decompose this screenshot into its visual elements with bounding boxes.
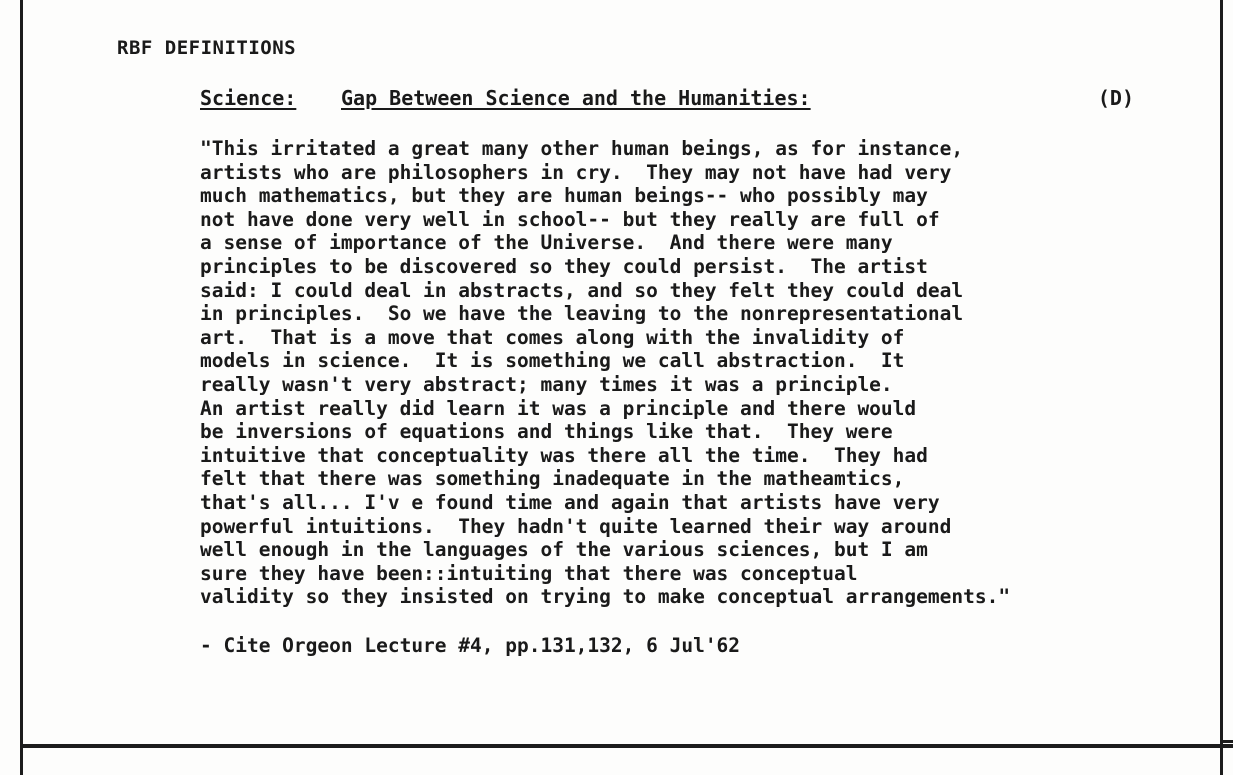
quote-line: "This irritated a great many other human beings, as for instance, <box>200 137 964 160</box>
topic-row <box>200 86 1140 114</box>
card-corner-tick <box>1223 740 1233 743</box>
quote-line: validity so they insisted on trying to make conceptual arrangements." <box>200 585 1011 609</box>
quote-line: well enough in the languages of the various sciences, but I am <box>200 538 928 562</box>
quote-line: powerful intuitions. They hadn't quite learned their way around <box>200 514 952 538</box>
topic-title: Gap Between Science and the Humanities: <box>341 86 811 110</box>
topic-code: (D) <box>1097 86 1134 110</box>
citation: - Cite Orgeon Lecture #4, pp.131,132, 6 Jul'62 <box>200 634 741 657</box>
card-border-right <box>1220 0 1223 775</box>
quote-line: felt that there was something inadequate in the matheamtics, <box>200 467 905 491</box>
quote-line: An artist really did learn it was a principle and there would <box>200 396 917 420</box>
topic-subject: Science: <box>200 86 297 110</box>
quote-line: art. That is a move that comes along with the invalidity of <box>200 325 905 349</box>
quote-line: be inversions of equations and things like that. They were <box>200 420 893 444</box>
quote-line: a sense of importance of the Universe. And there were many <box>200 231 893 255</box>
quote-line: that's all... I'v e found time and again that artists have very <box>200 490 940 514</box>
quote-line: intuitive that conceptuality was there all the time. They had <box>200 443 928 467</box>
quote-line: really wasn't very abstract; many times it was a principle. <box>200 372 893 396</box>
quote-line: in principles. So we have the leaving to the nonrepresentational <box>200 302 964 326</box>
quote-line: said: I could deal in abstracts, and so they felt they could deal <box>200 278 964 302</box>
quote-line: sure they have been::intuiting that there was conceptual <box>200 561 858 585</box>
card-border-bottom <box>20 744 1233 748</box>
quote-line: artists who are philosophers in cry. They may not have had very <box>200 160 952 184</box>
quote-block <box>200 137 1200 609</box>
document-header: RBF DEFINITIONS <box>117 37 297 59</box>
quote-line: models in science. It is something we call abstraction. It <box>200 349 905 373</box>
quote-line: not have done very well in school-- but they really are full of <box>200 207 940 231</box>
card-border-left <box>20 0 23 775</box>
quote-line: much mathematics, but they are human beings-- who possibly may <box>200 184 928 208</box>
quote-line: principles to be discovered so they could persist. The artist <box>200 254 928 278</box>
